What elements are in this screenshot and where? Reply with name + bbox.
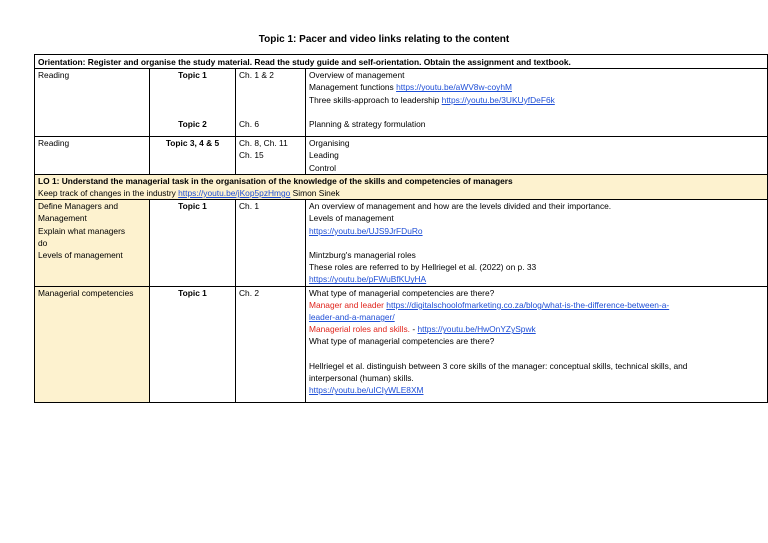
- activity-text: Levels of management: [38, 250, 123, 261]
- chapter-cell: [236, 69, 306, 137]
- activity-text: Explain what managers: [38, 225, 126, 236]
- content-text: What type of managerial competencies are there?: [309, 287, 495, 298]
- content-text: Three skills-approach to leadership: [309, 94, 442, 105]
- content-text: Planning & strategy formulation: [309, 119, 426, 129]
- topic-cell: Topic 1: [150, 286, 236, 403]
- define-managers-row: [35, 200, 768, 286]
- content-text: Leading: [309, 150, 339, 161]
- managerial-competencies-row: [35, 286, 768, 403]
- chapter-label: Ch. 1 & 2: [239, 70, 274, 81]
- chapter-label: Ch. 6: [239, 118, 260, 129]
- chapter-cell: [236, 137, 306, 175]
- content-text: These roles are referred to by Hellriegel et al. (2022) on p. 33: [309, 262, 537, 273]
- video-link[interactable]: https://youtu.be/pFWuBfKUyHA: [309, 274, 427, 285]
- activity-cell: Reading: [35, 137, 150, 175]
- article-link[interactable]: https://digitalschoolofmarketing.co.za/blog/what-is-the-difference-between-a-: [386, 299, 670, 310]
- red-note: Managerial roles and skills.: [309, 324, 411, 335]
- lo1-heading: LO 1: Understand the managerial task in the organisation of the knowledge of the skills and competencies of managers: [38, 175, 513, 186]
- pacer-table: [34, 54, 768, 403]
- orientation-row: [35, 55, 768, 69]
- activity-cell: Managerial competencies: [35, 286, 150, 403]
- content-cell: [306, 137, 768, 175]
- topic-cell: Topic 3, 4 & 5: [150, 137, 236, 175]
- topic-label: Topic 1: [178, 70, 207, 81]
- activity-text: do: [38, 237, 48, 248]
- chapter-cell: Ch. 1: [236, 200, 306, 286]
- activity-cell: [35, 200, 150, 286]
- topic-cell: [150, 69, 236, 137]
- content-text: interpersonal (human) skills.: [309, 373, 414, 384]
- reading-row-2: [35, 137, 768, 175]
- content-text: An overview of management and how are the levels divided and their importance.: [309, 201, 612, 212]
- video-link[interactable]: https://youtu.be/aWV8w-coyhM: [396, 82, 512, 93]
- lo1-row: [35, 174, 768, 199]
- orientation-cell: Orientation: Register and organise the study material. Read the study guide and self-orientation. Obtain the assignment and textbook.: [35, 55, 768, 69]
- content-text: What type of managerial competencies are there?: [309, 336, 495, 347]
- article-link[interactable]: leader-and-a-manager/: [309, 312, 395, 323]
- chapter-cell: Ch. 2: [236, 286, 306, 403]
- video-link[interactable]: https://youtu.be/HwOnYZySpwk: [417, 324, 536, 335]
- activity-cell: Reading: [35, 69, 150, 137]
- topic-label: Topic 2: [178, 118, 207, 129]
- content-text: Management functions: [309, 82, 397, 93]
- video-link[interactable]: https://youtu.be/UJS9JrFDuRo: [309, 225, 423, 236]
- content-text: Organising: [309, 138, 350, 149]
- content-cell: [306, 200, 768, 286]
- content-text: Simon Sinek: [290, 188, 340, 199]
- activity-text: Management: [38, 213, 87, 224]
- video-link[interactable]: https://youtu.be/uICIyWLE8XM: [309, 385, 424, 396]
- content-text: Levels of management: [309, 213, 394, 224]
- chapter-label: Ch. 8, Ch. 11: [239, 138, 288, 149]
- separator: -: [410, 324, 418, 335]
- lo1-cell: [35, 174, 768, 199]
- video-link[interactable]: https://youtu.be/jKop5pzHmgo: [178, 188, 291, 199]
- content-text: Overview of management: [309, 70, 405, 81]
- content-text: Keep track of changes in the industry: [38, 188, 179, 199]
- chapter-label: Ch. 15: [239, 150, 264, 161]
- content-text: Hellriegel et al. distinguish between 3 core skills of the manager: conceptual skills, technical skills, and: [309, 360, 688, 371]
- topic-cell: Topic 1: [150, 200, 236, 286]
- content-text: Control: [309, 162, 336, 173]
- content-text: Mintzburg's managerial roles: [309, 250, 416, 261]
- video-link[interactable]: https://youtu.be/3UKUyfDeF6k: [441, 94, 555, 105]
- activity-text: Define Managers and: [38, 201, 119, 212]
- red-note: Manager and leader: [309, 299, 387, 310]
- content-cell: [306, 286, 768, 403]
- content-cell: [306, 69, 768, 137]
- page-title: Topic 1: Pacer and video links relating to the content: [258, 34, 510, 45]
- reading-row-1: [35, 69, 768, 137]
